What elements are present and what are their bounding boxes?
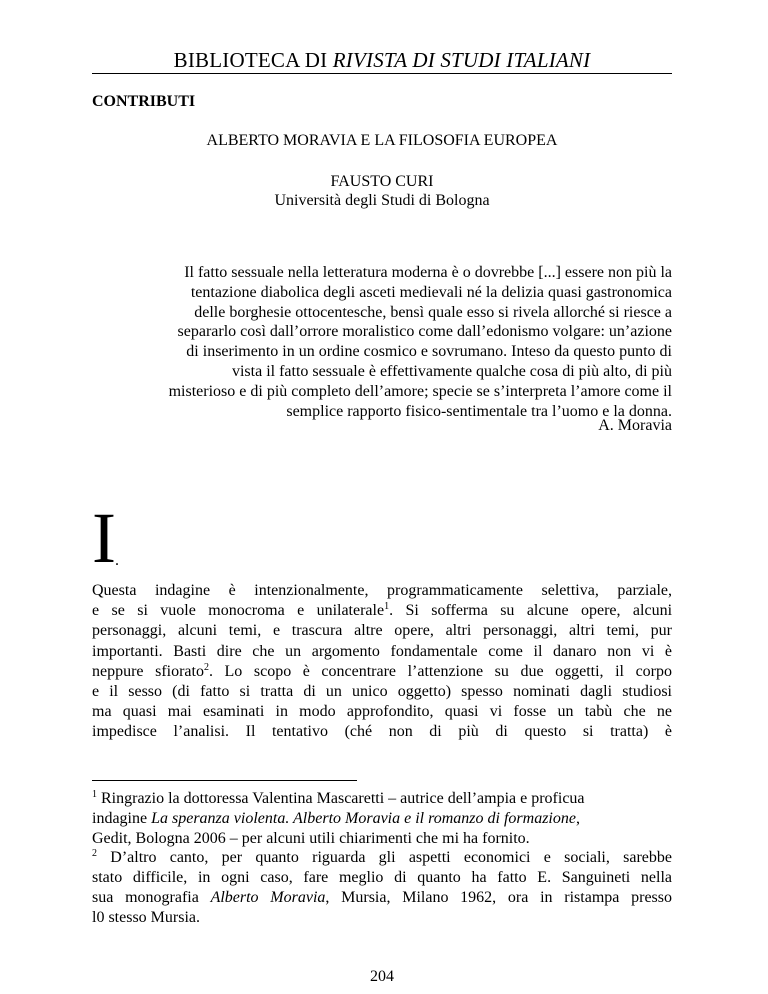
page-number: 204 [370,968,394,985]
footnote-2 [92,848,672,927]
article-title: ALBERTO MORAVIA E LA FILOSOFIA EUROPEA [206,132,558,149]
epigraph-line: di inserimento in un ordine cosmico e sovrumano. Inteso da questo punto di [186,343,672,361]
footnote-line [92,789,672,809]
body-text-span: . Si sofferma su alcune opere, alcuni [389,602,673,620]
body-line: impedisce l’analisi. Il tentativo (ché non di più di questo si tratta) è [92,723,672,741]
body-line: importanti. Basti dire che un argomento fondamentale come il danaro non vi è [92,642,672,660]
body-line: e il sesso (di fatto si tratta di un unico oggetto) spesso nominati dagli studiosi [92,683,672,701]
epigraph-line: misterioso e di più completo dell’amore; specie se s’interpreta l’amore come il [168,382,672,400]
drop-cap-period: . [115,552,119,569]
body-line [92,662,672,682]
footnote-line [92,809,672,829]
epigraph-line: tentazione diabolica degli asceti medievali né la delizia quasi gastronomica [190,283,672,301]
header-rule [92,73,672,74]
footnote-line: l0 stesso Mursia. [92,908,200,926]
epigraph [92,263,672,421]
journal-title: RIVISTA DI STUDI ITALIANI [332,48,591,72]
cited-title: La speranza violenta. Alberto Moravia e il romanzo di formazione [151,809,576,827]
body-paragraph [92,581,672,743]
footnote-text: Ringrazio la dottoressa Valentina Mascaretti – autrice dell’ampia e proficua [97,790,585,807]
footnote-line: Gedit, Bologna 2006 – per alcuni utili chiarimenti che mi ha fornito. [92,829,530,847]
footnote-text: indagine [92,809,152,827]
footnote-reference[interactable]: 2 [203,661,209,673]
author-block [92,172,672,210]
body-text-span: neppure sfiorato [92,662,204,680]
footnote-text: sua monografia [92,888,211,906]
section-label: CONTRIBUTI [92,93,196,110]
footnote-text: D’altro canto, per quanto riguarda gli aspetti economici e sociali, sarebbe [97,849,672,867]
author-name: FAUSTO CURI [330,173,434,190]
footnote-line [92,888,672,908]
author-affiliation: Università degli Studi di Bologna [274,192,490,209]
footnote-text: , Mursia, Milano 1962, ora in ristampa presso [325,888,672,906]
body-line: Questa indagine è intenzionalmente, programmaticamente selettiva, parziale, [92,582,672,599]
footnote-separator [92,780,357,781]
epigraph-attribution: A. Moravia [598,417,672,434]
epigraph-line: separarlo così dall’orrore moralistico come dall’edonismo volgare: un’azione [177,323,672,341]
epigraph-line: delle borghesie ottocentesche, bensì quale esso si rivela allorché si riesce a [194,303,672,321]
footnote-text: , [575,809,580,827]
footnote-1 [92,789,672,848]
drop-cap-numeral: I [92,498,116,578]
footnote-line [92,848,672,868]
running-header [92,48,672,73]
cited-title: Alberto Moravia [210,888,326,906]
header-prefix: BIBLIOTECA DI [173,48,333,72]
epigraph-line: vista il fatto sessuale è effettivamente qualche cosa di più alto, di più [231,362,672,380]
body-line: personaggi, alcuni temi, e trascura altre opere, altri personaggi, altri temi, pur [92,622,672,640]
epigraph-line: Il fatto sessuale nella letteratura moderna è o dovrebbe [...] essere non più la [184,264,672,281]
body-line [92,601,672,621]
footnotes [92,789,672,928]
footnote-line: stato difficile, in ogni caso, fare meglio di quanto ha fatto E. Sanguineti nella [92,869,672,887]
body-text-span: e se si vuole monocroma e unilaterale [92,602,385,620]
epigraph-line: semplice rapporto fisico-sentimentale tra l’uomo e la donna. [286,402,672,420]
footnote-marker: 2 [92,848,97,860]
body-line: ma quasi mai esaminati in modo approfondito, quasi vi fosse un tabù che ne [92,703,672,721]
body-text-span: . Lo scopo è concentrare l’attenzione su due oggetti, il corpo [208,662,672,680]
footnote-marker: 1 [92,789,97,800]
footnote-reference[interactable]: 1 [384,601,390,613]
